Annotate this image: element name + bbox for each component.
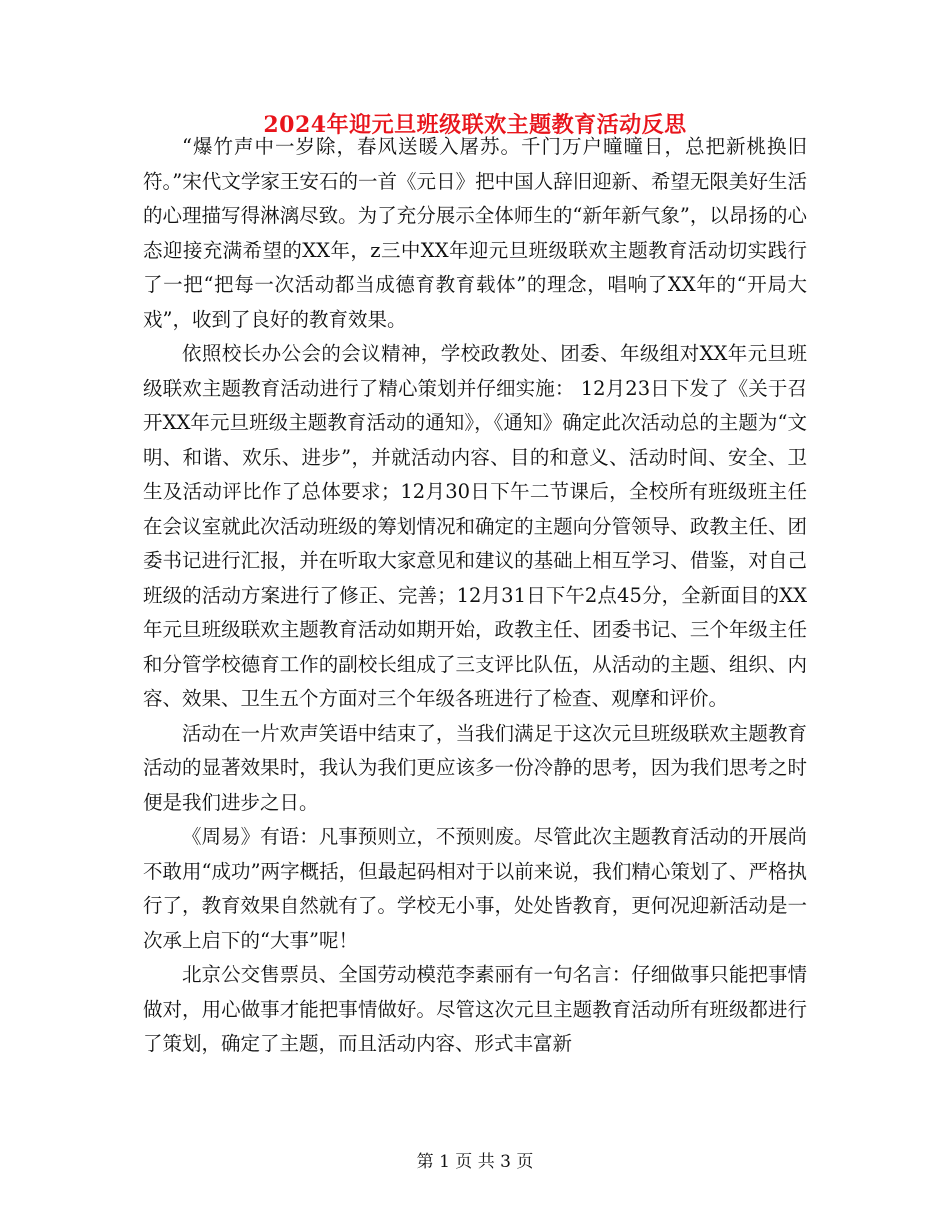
paragraph-5: 北京公交售票员、全国劳动模范李素丽有一句名言：仔细做事只能把事情做对，用心做事才能把事情做好。尽管这次元旦主题教育活动所有班级都进行了策划，确定了主题，而且活动内容、形式丰富新: [143, 963, 807, 1055]
document-body: [143, 130, 807, 1062]
paragraph-4: 《周易》有语：凡事预则立，不预则废。尽管此次主题教育活动的开展尚不敢用“成功”两字概括，但最起码相对于以前来说，我们精心策划了、严格执行了，教育效果自然就有了。学校无小事，处处皆教育，更何况迎新活动是一次承上启下的“大事”呢！: [143, 825, 807, 952]
page-number: 第 1 页 共 3 页: [416, 1152, 534, 1172]
paragraph-2: 依照校长办公会的会议精神，学校政教处、团委、年级组对XX年元旦班级联欢主题教育活动进行了精心策划并仔细实施： 12月23日下发了《关于召开XX年元旦班级主题教育活动的通知》，《通知》确定此次活动总的主题为“文明、和谐、欢乐、进步”，并就活动内容、目的和意义、活动时间、安全、卫生及活动评比作了总体要求；12月30日下午二节课后，全校所有班级班主任在会议室就此次活动班级的筹划情况和确定的主题向分管领导、政教主任、团委书记进行汇报，并在听取大家意见和建议的基础上相互学习、借鉴，对自己班级的活动方案进行了修正、完善；12月31日下午2点45分，全新面目的XX年元旦班级联欢主题教育活动如期开始，政教主任、团委书记、三个年级主任和分管学校德育工作的副校长组成了三支评比队伍，从活动的主题、组织、内容、效果、卫生五个方面对三个年级各班进行了检查、观摩和评价。: [143, 342, 807, 710]
page-footer: [0, 1150, 950, 1174]
paragraph-1: “爆竹声中一岁除，春风送暖入屠苏。千门万户曈曈日，总把新桃换旧符。”宋代文学家王安石的一首《元日》把中国人辞旧迎新、希望无限美好生活的心理描写得淋漓尽致。为了充分展示全体师生的“新年新气象”，以昂扬的心态迎接充满希望的XX年，z三中XX年迎元旦班级联欢主题教育活动切实践行了一把“把每一次活动都当成德育教育载体”的理念，唱响了XX年的“开局大戏”，收到了良好的教育效果。: [143, 135, 807, 331]
paragraph-3: 活动在一片欢声笑语中结束了，当我们满足于这次元旦班级联欢主题教育活动的显著效果时，我认为我们更应该多一份冷静的思考，因为我们思考之时便是我们进步之日。: [143, 721, 807, 814]
document-title: 2024年迎元旦班级联欢主题教育活动反思: [263, 112, 687, 138]
